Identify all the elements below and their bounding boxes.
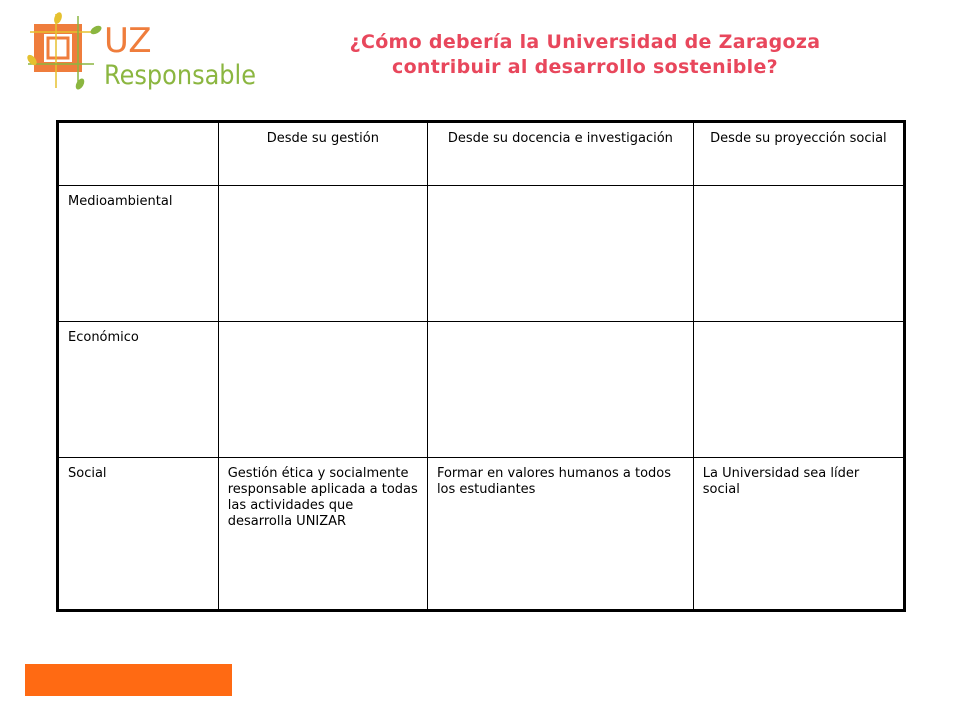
leaf-icon xyxy=(53,12,64,25)
header-gestion: Desde su gestión xyxy=(218,122,427,186)
row-label-social: Social xyxy=(58,458,219,611)
sustainability-matrix-table xyxy=(56,120,906,612)
table-cell xyxy=(218,186,427,322)
header-docencia: Desde su docencia e investigación xyxy=(427,122,693,186)
social-docencia-cell: Formar en valores humanos a todos los estudiantes xyxy=(427,458,693,611)
title-line-1: ¿Cómo debería la Universidad de Zaragoza xyxy=(349,31,821,53)
logo-text-responsable: Responsable xyxy=(104,60,256,91)
footer-accent-bar xyxy=(25,664,232,696)
slide-title xyxy=(300,30,870,80)
uz-responsable-logo xyxy=(26,12,266,94)
row-label-economico: Económico xyxy=(58,322,219,458)
table-header-row xyxy=(58,122,905,186)
table-row-medioambiental xyxy=(58,186,905,322)
table-cell xyxy=(218,322,427,458)
table-row-social xyxy=(58,458,905,611)
table-cell xyxy=(427,322,693,458)
leaf-icon xyxy=(74,77,86,91)
social-proyeccion-cell: La Universidad sea líder social xyxy=(693,458,904,611)
table-cell xyxy=(693,186,904,322)
leaf-icon xyxy=(89,24,103,36)
row-label-medioambiental: Medioambiental xyxy=(58,186,219,322)
title-line-2: contribuir al desarrollo sostenible? xyxy=(392,56,778,78)
social-gestion-cell: Gestión ética y socialmente responsable aplicada a todas las actividades que desarrolla UNIZAR xyxy=(218,458,427,611)
header-corner-cell xyxy=(58,122,219,186)
table-row-economico xyxy=(58,322,905,458)
header-proyeccion: Desde su proyección social xyxy=(693,122,904,186)
logo-text-uz: UZ xyxy=(104,21,152,61)
table-cell xyxy=(427,186,693,322)
table-cell xyxy=(693,322,904,458)
